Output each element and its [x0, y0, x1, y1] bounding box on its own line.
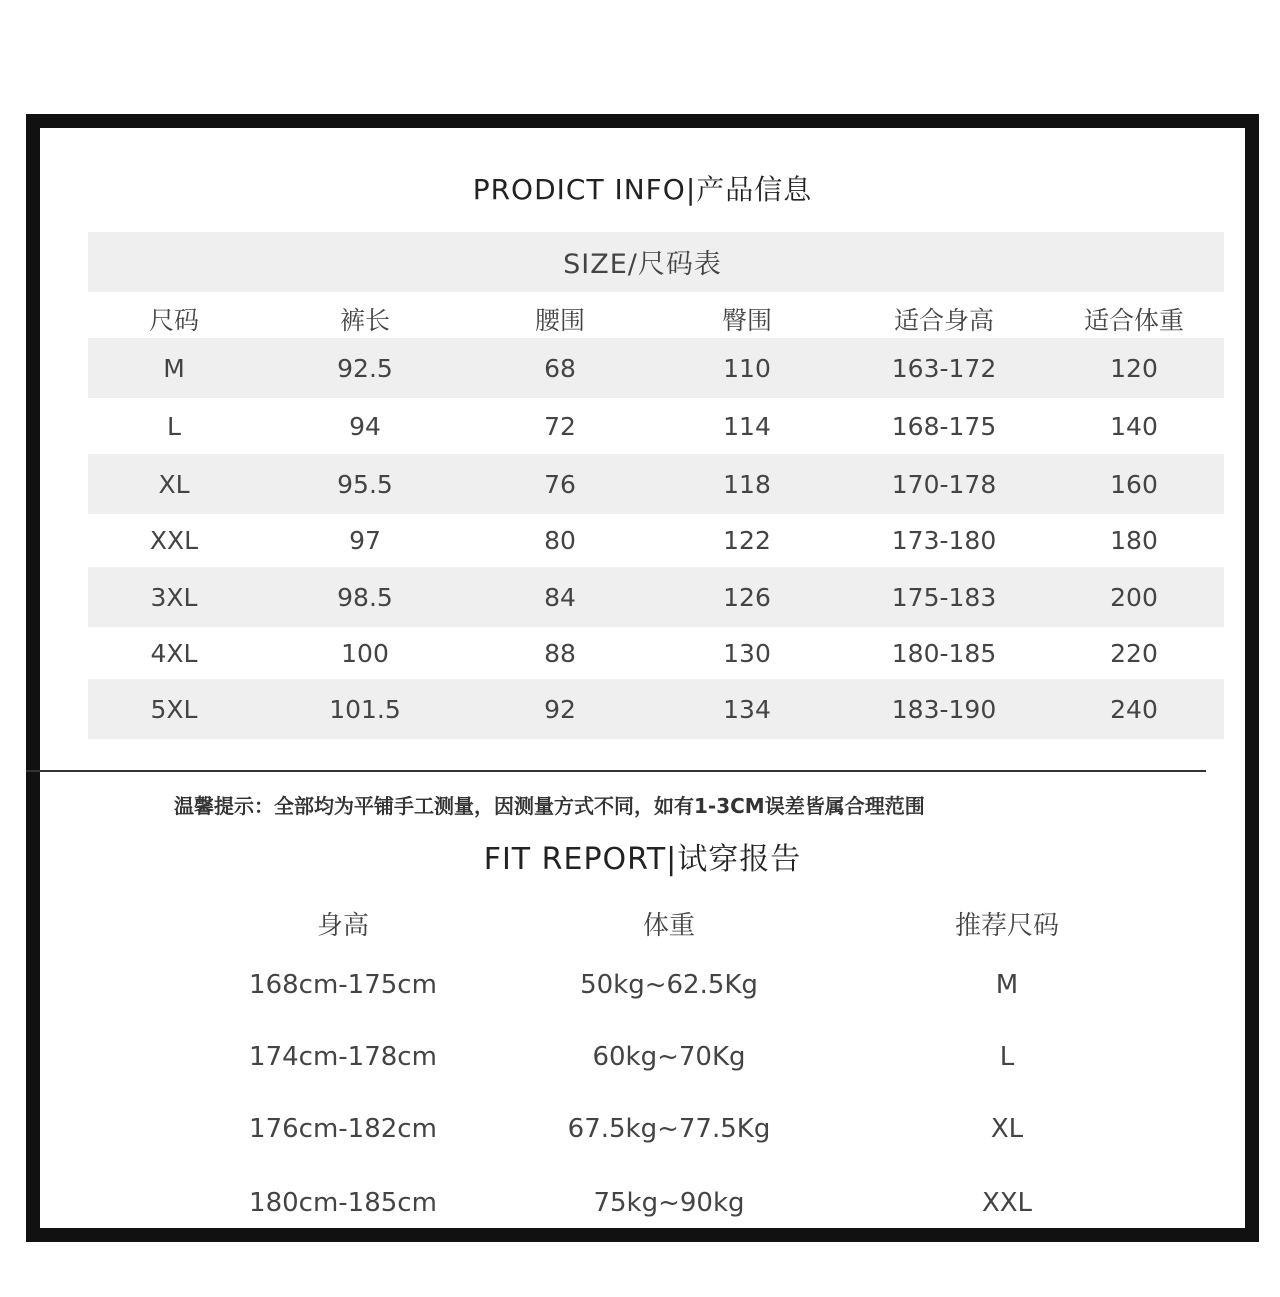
measurement-notice: 温馨提示：全部均为平铺手工测量，因测量方式不同，如有1-3CM误差皆属合理范围 [174, 794, 925, 818]
hip-cell: 118 [723, 469, 771, 499]
length-cell: 95.5 [337, 469, 393, 499]
fit-height-cell: 168cm-175cm [249, 970, 437, 1000]
table-row [88, 679, 1224, 739]
table-row [190, 1178, 1090, 1228]
length-cell: 97 [349, 526, 381, 555]
length-cell: 94 [349, 411, 381, 441]
size-header-hip: 臀围 [721, 306, 772, 335]
table-row [190, 1104, 1090, 1154]
table-row [190, 1032, 1090, 1082]
table-row [88, 338, 1224, 398]
fit-header-size: 推荐尺码 [954, 910, 1059, 941]
table-row [88, 627, 1224, 679]
fit-height-cell: 174cm-178cm [249, 1042, 437, 1072]
fit-height-cell: 180cm-185cm [249, 1188, 437, 1218]
table-row [88, 514, 1224, 567]
length-cell: 92.5 [337, 353, 393, 383]
waist-cell: 72 [544, 411, 576, 441]
table-row [190, 960, 1090, 1010]
table-row [88, 454, 1224, 514]
fit-header-height: 身高 [316, 910, 369, 941]
size-cell: M [163, 353, 185, 383]
hip-cell: 110 [723, 353, 771, 383]
table-row [88, 398, 1224, 454]
weight-cell: 140 [1110, 411, 1158, 441]
fit-report-title: FIT REPORT|试穿报告 [483, 842, 802, 877]
size-table-header-row [88, 294, 1224, 344]
size-header-length: 裤长 [339, 306, 390, 335]
hip-cell: 134 [723, 694, 771, 724]
hip-cell: 130 [723, 638, 771, 668]
table-row [88, 567, 1224, 627]
hip-cell: 122 [723, 526, 771, 555]
waist-cell: 76 [544, 469, 576, 499]
fit-size-cell: L [999, 1042, 1015, 1072]
weight-cell: 160 [1110, 469, 1158, 499]
fit-size-cell: M [995, 970, 1019, 1000]
fit-size-cell: XXL [981, 1188, 1033, 1218]
height-cell: 175-183 [891, 582, 997, 612]
hip-cell: 126 [723, 582, 771, 612]
weight-cell: 220 [1110, 638, 1158, 668]
waist-cell: 68 [544, 353, 576, 383]
height-cell: 163-172 [891, 353, 997, 383]
section-divider [26, 770, 1206, 772]
weight-cell: 240 [1110, 694, 1158, 724]
length-cell: 101.5 [329, 694, 401, 724]
fit-size-cell: XL [990, 1114, 1024, 1144]
height-cell: 173-180 [891, 526, 997, 555]
weight-cell: 200 [1110, 582, 1158, 612]
product-info-title: PRODICT INFO|产品信息 [472, 173, 813, 206]
fit-header-weight: 体重 [642, 910, 695, 941]
size-header-height: 适合身高 [893, 306, 994, 335]
weight-cell: 180 [1110, 526, 1158, 555]
fit-report-header-row [190, 898, 1090, 948]
size-header-weight: 适合体重 [1083, 306, 1184, 335]
height-cell: 183-190 [891, 694, 997, 724]
weight-cell: 120 [1110, 353, 1158, 383]
fit-height-cell: 176cm-182cm [249, 1114, 437, 1144]
size-cell: XXL [149, 526, 199, 555]
waist-cell: 84 [544, 582, 576, 612]
fit-weight-cell: 50kg~62.5Kg [580, 970, 758, 1000]
height-cell: 170-178 [891, 469, 997, 499]
height-cell: 180-185 [891, 638, 997, 668]
length-cell: 98.5 [337, 582, 393, 612]
size-cell: 5XL [150, 694, 198, 724]
info-frame [26, 114, 1259, 1242]
waist-cell: 80 [544, 526, 576, 555]
waist-cell: 92 [544, 694, 576, 724]
size-cell: L [167, 411, 181, 441]
length-cell: 100 [341, 638, 389, 668]
size-cell: 3XL [150, 582, 198, 612]
size-table-title: SIZE/尺码表 [563, 249, 722, 280]
size-cell: XL [158, 469, 190, 499]
height-cell: 168-175 [891, 411, 997, 441]
size-header-size: 尺码 [148, 306, 199, 335]
hip-cell: 114 [723, 411, 771, 441]
size-header-waist: 腰围 [534, 306, 585, 335]
fit-weight-cell: 75kg~90kg [593, 1188, 745, 1218]
waist-cell: 88 [544, 638, 576, 668]
fit-weight-cell: 67.5kg~77.5Kg [567, 1114, 771, 1144]
size-cell: 4XL [150, 638, 198, 668]
fit-weight-cell: 60kg~70Kg [592, 1042, 746, 1072]
